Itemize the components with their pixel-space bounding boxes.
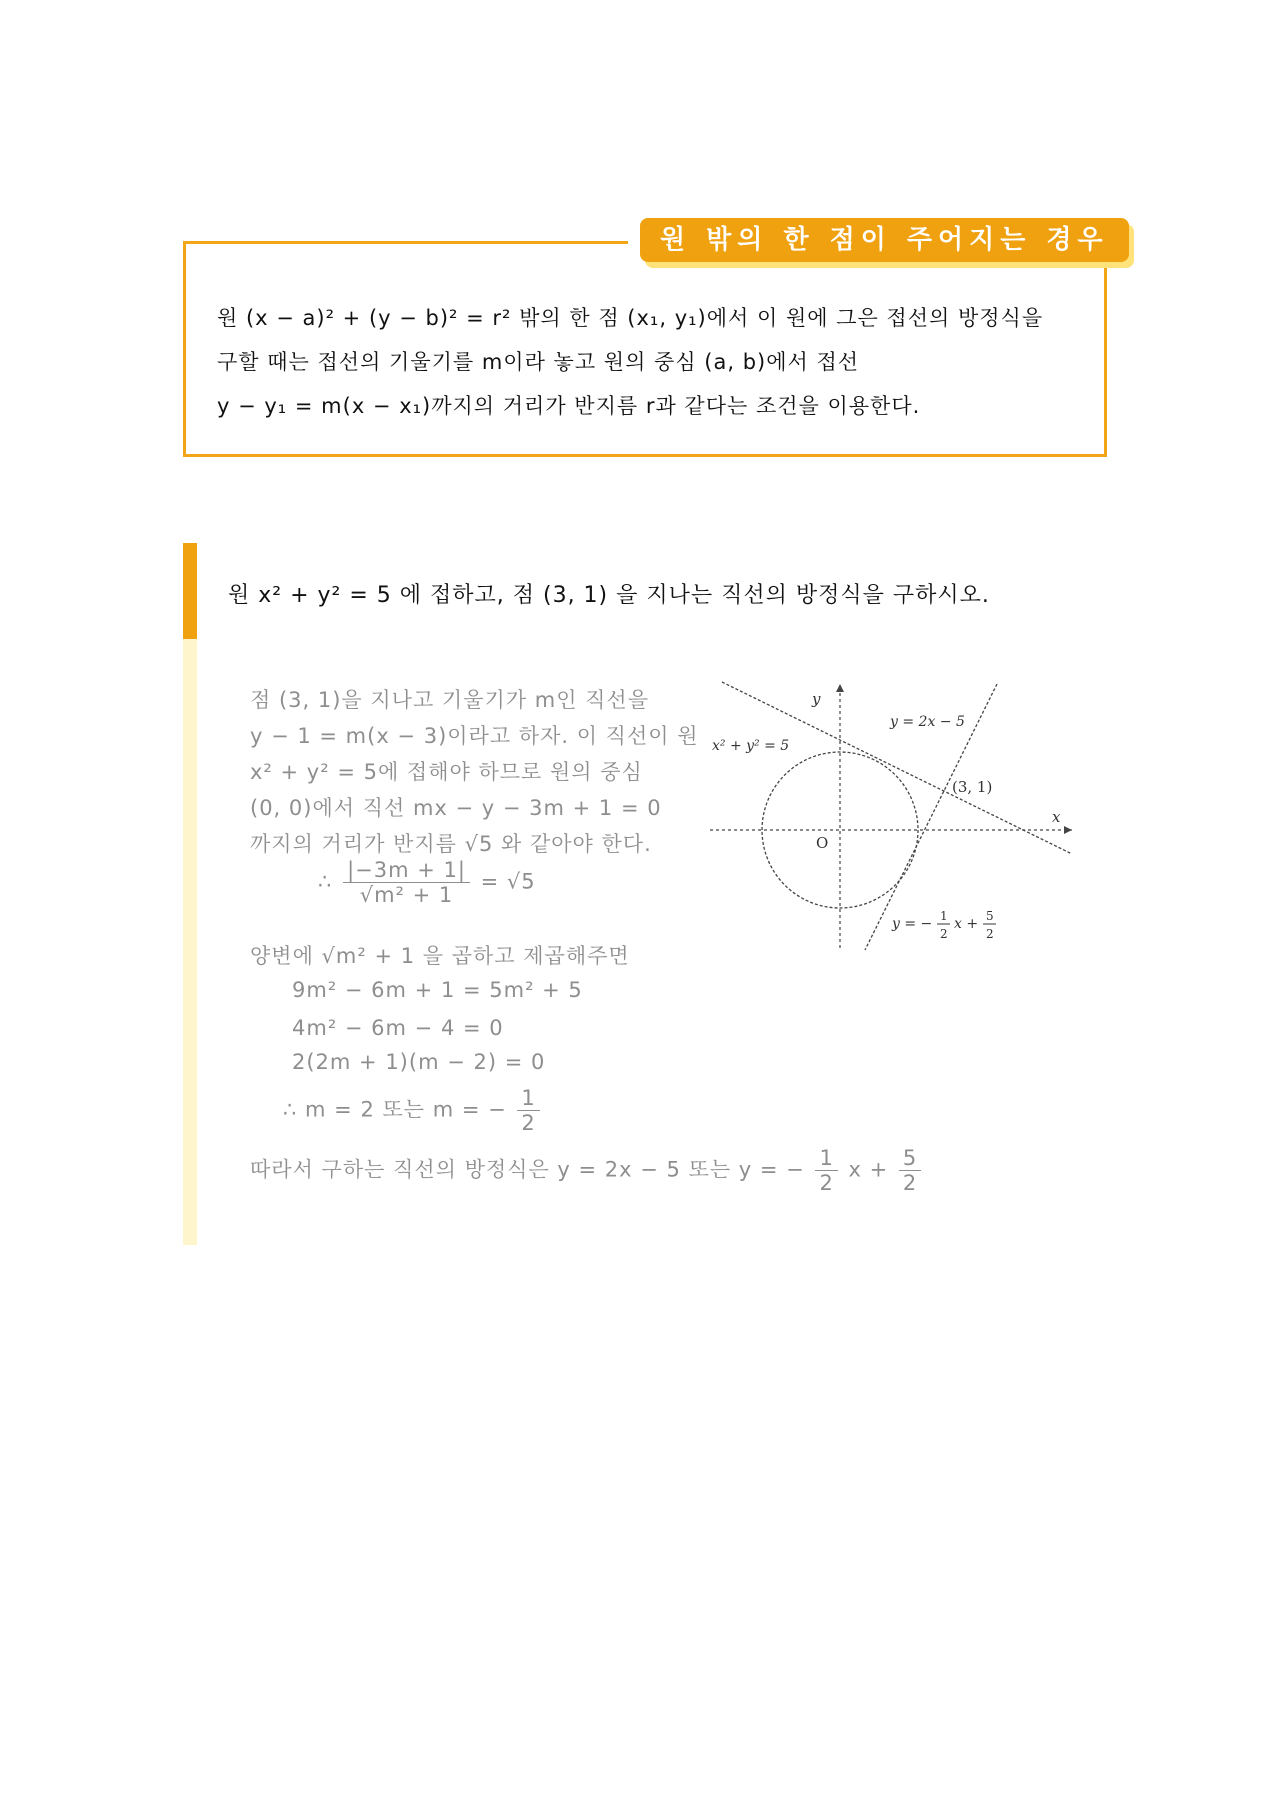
- concept-title-tag: 원 밖의 한 점이 주어지는 경우: [640, 218, 1129, 262]
- x-axis-label: x: [1052, 808, 1061, 826]
- result-fraction: [517, 1086, 539, 1135]
- equation-2: 4m² − 6m − 4 = 0: [292, 1016, 504, 1040]
- line2-label-prefix: y = −: [892, 916, 933, 932]
- final-fraction-2-num: 5: [899, 1146, 921, 1171]
- solution-line-2: y − 1 = m(x − 3)이라고 하자. 이 직선이 원: [250, 724, 699, 748]
- distance-rhs: = √5: [480, 869, 536, 894]
- distance-denominator: √m² + 1: [359, 883, 454, 907]
- y-axis-arrow: [836, 684, 844, 692]
- solution-accent-bar: [183, 639, 197, 1245]
- solution-line-5: 까지의 거리가 반지름 √5 와 같아야 한다.: [250, 832, 652, 856]
- problem-accent-bar: [183, 543, 197, 639]
- solution-line-1: 점 (3, 1)을 지나고 기울기가 m인 직선을: [250, 688, 650, 712]
- line2-label-mid: x +: [954, 916, 979, 932]
- result-line: [283, 1086, 543, 1135]
- final-mid: x +: [848, 1157, 889, 1182]
- final-fraction-2-den: 2: [902, 1171, 918, 1195]
- tangent-line-negative-slope: [722, 682, 1072, 854]
- result-prefix: ∴ m = 2 또는 m = −: [283, 1097, 507, 1122]
- y-axis-label: y: [812, 690, 821, 708]
- equation-3: 2(2m + 1)(m − 2) = 0: [292, 1050, 546, 1074]
- equation-1: 9m² − 6m + 1 = 5m² + 5: [292, 978, 583, 1002]
- final-fraction-1-num: 1: [815, 1146, 837, 1171]
- concept-line-3: y − y₁ = m(x − x₁)까지의 거리가 반지름 r과 같다는 조건을 이용한다.: [217, 394, 921, 418]
- point-label: (3, 1): [952, 778, 993, 796]
- solution-line-7: 양변에 √m² + 1 을 곱하고 제곱해주면: [250, 944, 630, 968]
- line2-f1-num: 1: [940, 909, 948, 923]
- problem-statement: 원 x² + y² = 5 에 접하고, 점 (3, 1) 을 지나는 직선의 방정식을 구하시오.: [228, 583, 990, 608]
- result-numerator: 1: [517, 1086, 539, 1111]
- line2-f1-den: 2: [940, 927, 948, 941]
- distance-fraction: [343, 858, 470, 907]
- distance-equation: [318, 858, 536, 907]
- tangent-lines-diagram: [700, 678, 1080, 958]
- solution-line-3: x² + y² = 5에 접해야 하므로 원의 중심: [250, 760, 643, 784]
- final-answer: [250, 1146, 924, 1195]
- solution-line-4: (0, 0)에서 직선 mx − y − 3m + 1 = 0: [250, 796, 662, 820]
- line2-f2-num: 5: [986, 909, 994, 923]
- concept-line-1: 원 (x − a)² + (y − b)² = r² 밖의 한 점 (x₁, y₁)에서 이 원에 그은 접선의 방정식을: [217, 306, 1044, 330]
- final-fraction-1-den: 2: [819, 1171, 834, 1195]
- line1-label: y = 2x − 5: [890, 714, 965, 730]
- distance-numerator: |−3m + 1|: [343, 858, 470, 883]
- final-fraction-2: [899, 1146, 921, 1195]
- line2-f2-den: 2: [986, 927, 994, 941]
- tag-gap-left: [628, 236, 640, 246]
- origin-label: O: [816, 834, 829, 852]
- line2-label: [891, 909, 996, 941]
- x-axis-arrow: [1064, 826, 1072, 834]
- circle-x2-y2-5: [762, 752, 918, 908]
- final-fraction-1: [815, 1146, 837, 1195]
- result-denominator: 2: [521, 1111, 536, 1135]
- circle-label: x² + y² = 5: [712, 738, 790, 754]
- therefore-symbol: ∴: [318, 869, 333, 894]
- concept-line-2: 구할 때는 접선의 기울기를 m이라 놓고 원의 중심 (a, b)에서 접선: [217, 350, 860, 374]
- final-prefix: 따라서 구하는 직선의 방정식은 y = 2x − 5 또는 y = −: [250, 1157, 805, 1182]
